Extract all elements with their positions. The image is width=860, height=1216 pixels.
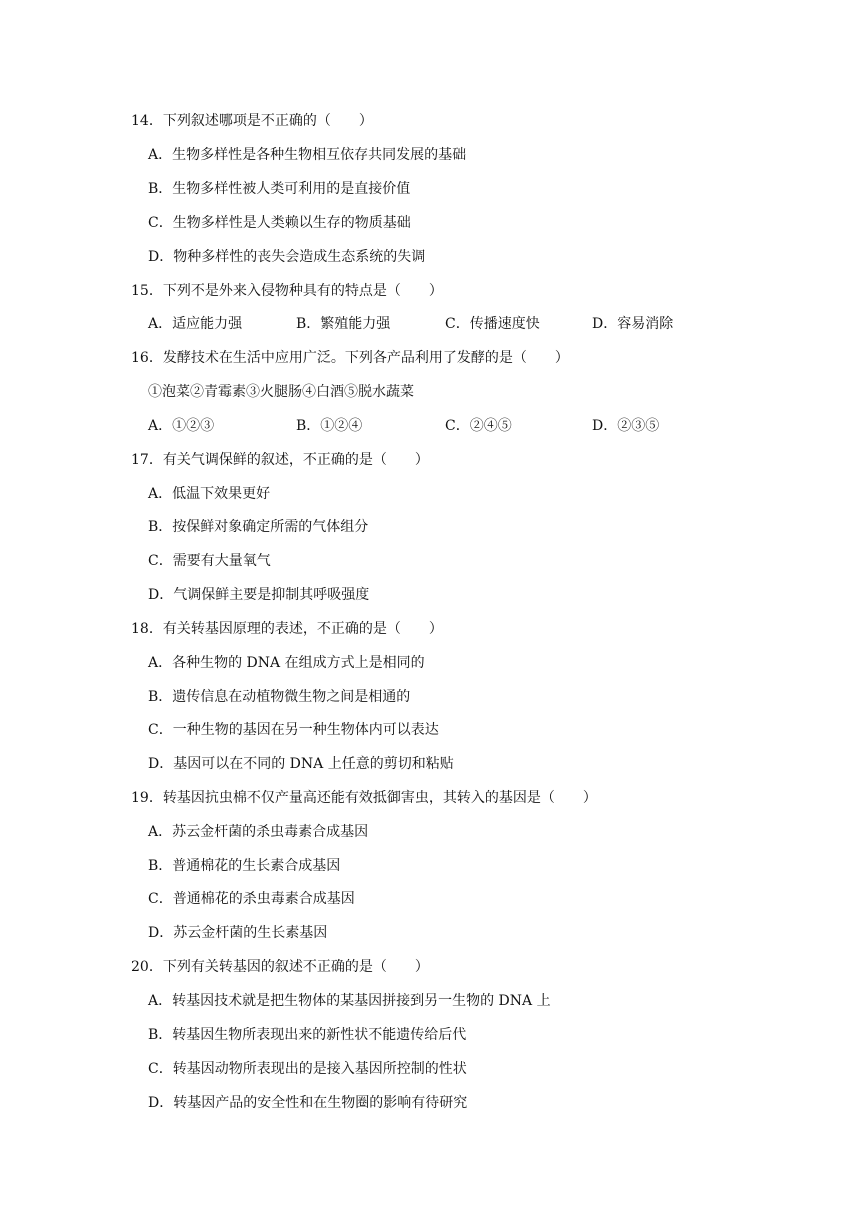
question-19-stem: 19．转基因抗虫棉不仅产量高还能有效抵御害虫，其转入的基因是（ ） — [131, 790, 597, 806]
question-15-option-a: A．适应能力强 — [148, 316, 243, 332]
question-14-option-b: B．生物多样性被人类可利用的是直接价值 — [148, 181, 411, 197]
question-18-stem: 18．有关转基因原理的表述，不正确的是（ ） — [131, 621, 443, 637]
question-17-option-c: C．需要有大量氧气 — [148, 553, 271, 569]
question-15-option-d: D．容易消除 — [592, 316, 674, 332]
question-16-option-a: A．①②③ — [148, 418, 215, 434]
question-16-stem: 16．发酵技术在生活中应用广泛。下列各产品利用了发酵的是（ ） — [131, 350, 569, 366]
question-15-stem: 15．下列不是外来入侵物种具有的特点是（ ） — [131, 283, 443, 299]
question-17-stem: 17．有关气调保鲜的叙述，不正确的是（ ） — [131, 452, 429, 468]
question-17-option-d: D．气调保鲜主要是抑制其呼吸强度 — [148, 587, 370, 603]
question-16-option-c: C．②④⑤ — [445, 418, 512, 434]
question-18-option-a: A．各种生物的 DNA 在组成方式上是相同的 — [148, 655, 425, 671]
question-17-option-a: A．低温下效果更好 — [148, 486, 271, 502]
question-20-stem: 20．下列有关转基因的叙述不正确的是（ ） — [131, 959, 429, 975]
question-16-items: ①泡菜②青霉素③火腿肠④白酒⑤脱水蔬菜 — [148, 384, 414, 400]
question-20-option-d: D．转基因产品的安全性和在生物圈的影响有待研究 — [148, 1095, 468, 1111]
question-15-option-c: C．传播速度快 — [445, 316, 540, 332]
question-20-option-a: A．转基因技术就是把生物体的某基因拼接到另一生物的 DNA 上 — [148, 993, 551, 1009]
question-19-option-c: C．普通棉花的杀虫毒素合成基因 — [148, 891, 355, 907]
question-19-option-a: A．苏云金杆菌的杀虫毒素合成基因 — [148, 824, 369, 840]
question-18-option-c: C．一种生物的基因在另一种生物体内可以表达 — [148, 722, 439, 738]
question-15-option-b: B．繁殖能力强 — [296, 316, 391, 332]
question-16-option-d: D．②③⑤ — [592, 418, 660, 434]
question-16-option-b: B．①②④ — [296, 418, 363, 434]
question-15-options-row — [148, 314, 708, 334]
question-19-option-d: D．苏云金杆菌的生长素基因 — [148, 925, 328, 941]
question-14-option-a: A．生物多样性是各种生物相互依存共同发展的基础 — [148, 147, 467, 163]
question-17-option-b: B．按保鲜对象确定所需的气体组分 — [148, 519, 369, 535]
question-19-option-b: B．普通棉花的生长素合成基因 — [148, 858, 341, 874]
question-20-option-c: C．转基因动物所表现出的是接入基因所控制的性状 — [148, 1061, 467, 1077]
question-20-option-b: B．转基因生物所表现出来的新性状不能遗传给后代 — [148, 1027, 467, 1043]
question-18-option-b: B．遗传信息在动植物微生物之间是相通的 — [148, 689, 411, 705]
question-18-option-d: D．基因可以在不同的 DNA 上任意的剪切和粘贴 — [148, 756, 454, 772]
question-14-option-c: C．生物多样性是人类赖以生存的物质基础 — [148, 215, 411, 231]
question-16-options-row — [148, 416, 708, 436]
question-14-stem: 14．下列叙述哪项是不正确的（ ） — [131, 113, 373, 129]
question-14-option-d: D．物种多样性的丧失会造成生态系统的失调 — [148, 249, 426, 265]
